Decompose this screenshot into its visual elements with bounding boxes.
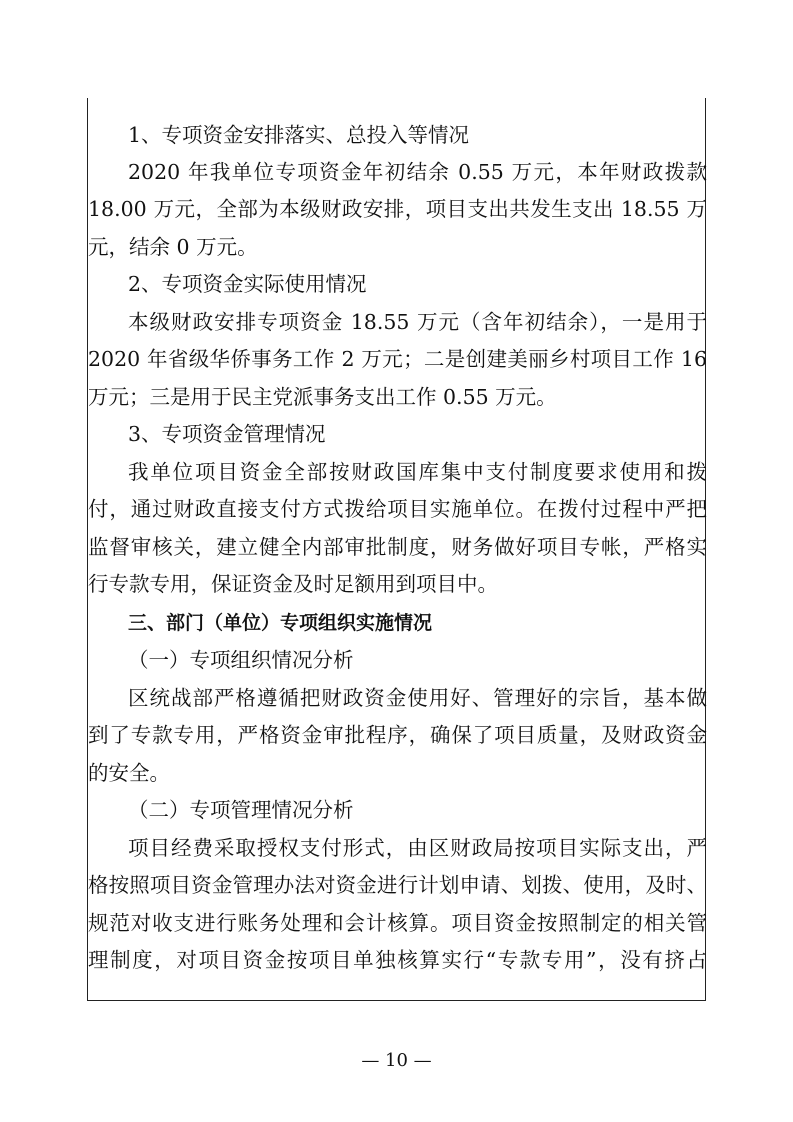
paragraph-1-line-2: 18.00 万元，全部为本级财政安排，项目支出共发生支出 18.55 万 <box>88 197 707 221</box>
subheading-1: 1、专项资金安排落实、总投入等情况 <box>128 123 470 147</box>
paragraph-5-line-1: 项目经费采取授权支付形式，由区财政局按项目实际支出，严 <box>128 836 707 860</box>
paragraph-5-line-4: 理制度，对项目资金按项目单独核算实行“专款专用”，没有挤占 <box>88 948 707 972</box>
subheading-3: 3、专项资金管理情况 <box>128 422 326 446</box>
paragraph-1-line-3: 元，结余 0 万元。 <box>88 235 258 259</box>
paragraph-1-line-1: 2020 年我单位专项资金年初结余 0.55 万元，本年财政拨款 <box>128 160 707 184</box>
paragraph-4-line-1: 区统战部严格遵循把财政资金使用好、管理好的宗旨，基本做 <box>128 686 707 710</box>
subheading-2: 2、专项资金实际使用情况 <box>128 272 367 296</box>
paragraph-2-line-1: 本级财政安排专项资金 18.55 万元（含年初结余），一是用于 <box>128 310 707 334</box>
subheading-4: （一）专项组织情况分析 <box>128 648 354 672</box>
paragraph-5-line-3: 规范对收支进行账务处理和会计核算。项目资金按照制定的相关管 <box>88 911 707 935</box>
paragraph-3-line-3: 监督审核关，建立健全内部审批制度，财务做好项目专帐，严格实 <box>88 535 707 559</box>
paragraph-2-line-2: 2020 年省级华侨事务工作 2 万元；二是创建美丽乡村项目工作 16 <box>88 347 707 371</box>
section-heading-3: 三、部门（单位）专项组织实施情况 <box>128 612 433 634</box>
paragraph-2-line-3: 万元；三是用于民主党派事务支出工作 0.55 万元。 <box>88 385 557 409</box>
paragraph-3-line-2: 付，通过财政直接支付方式拨给项目实施单位。在拨付过程中严把 <box>88 497 707 521</box>
paragraph-3-line-1: 我单位项目资金全部按财政国库集中支付制度要求使用和拨 <box>128 460 707 484</box>
subheading-5: （二）专项管理情况分析 <box>128 798 354 822</box>
paragraph-3-line-4: 行专款专用，保证资金及时足额用到项目中。 <box>88 572 498 596</box>
paragraph-5-line-2: 格按照项目资金管理办法对资金进行计划申请、划拨、使用，及时、 <box>88 873 707 897</box>
paragraph-4-line-2: 到了专款专用，严格资金审批程序，确保了项目质量，及财政资金 <box>88 723 707 747</box>
page-number: — 10 — <box>361 1050 432 1071</box>
paragraph-4-line-3: 的安全。 <box>88 761 170 785</box>
